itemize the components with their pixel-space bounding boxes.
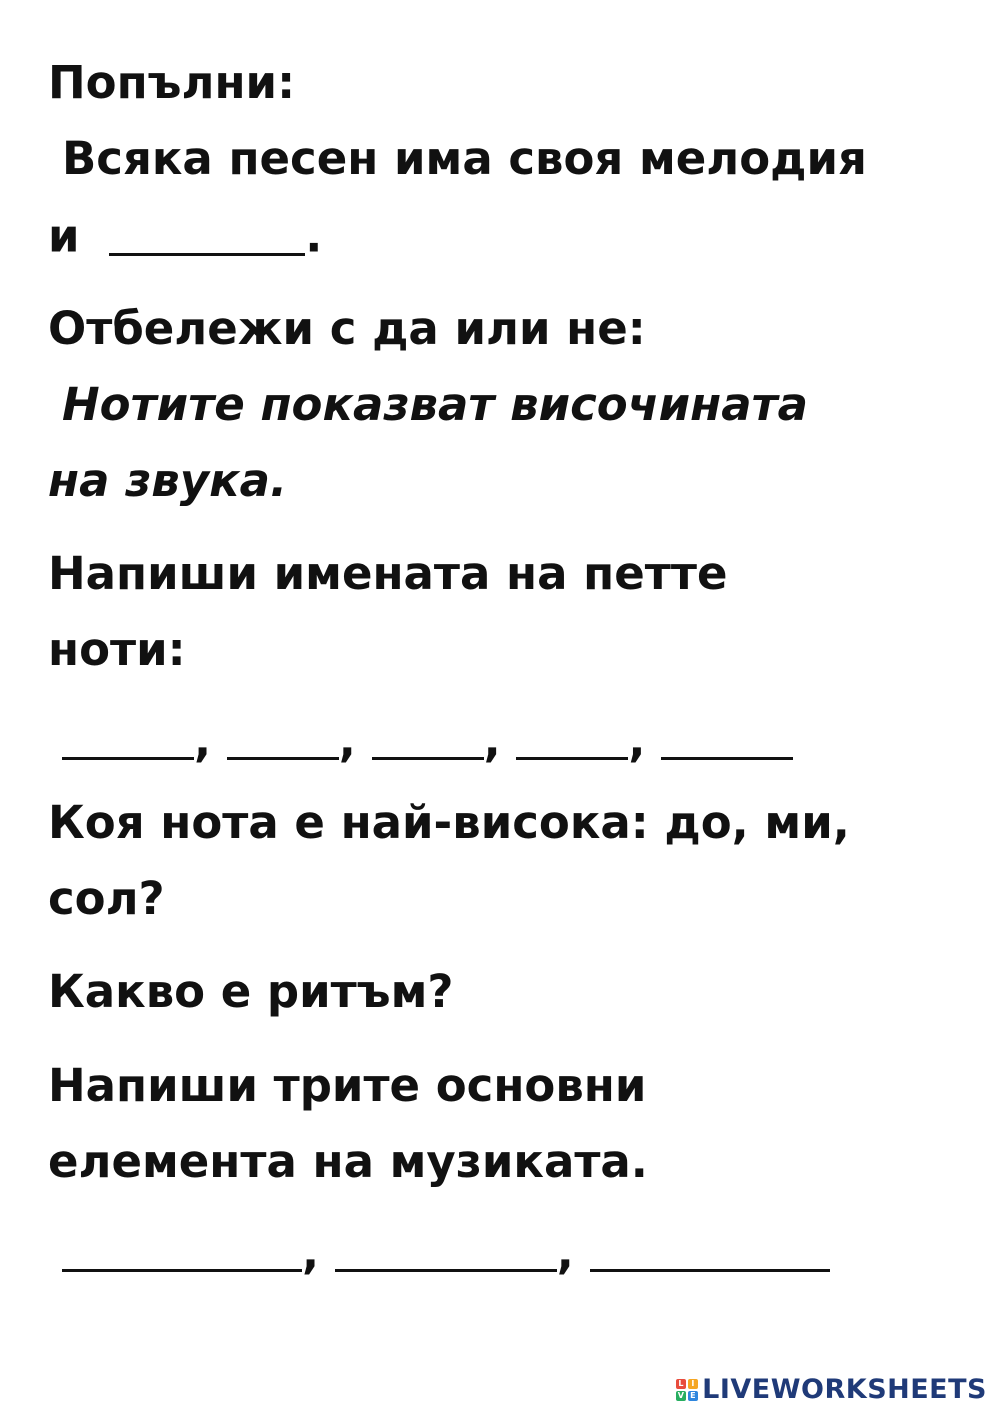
q2-label: Отбележи с да или не: (48, 302, 646, 355)
q3-prompt-line1: Напиши имената на петте (48, 547, 728, 600)
liveworksheets-logo-text: LIVEWORKSHEETS (702, 1374, 987, 1405)
q3-blank-5[interactable] (661, 712, 793, 760)
logo-mark-tile: I (688, 1379, 698, 1389)
q6-answer-row (62, 1224, 830, 1280)
q4-question-line2: сол? (48, 872, 165, 925)
logo-mark-tile: E (688, 1391, 698, 1401)
q1-label: Попълни: (48, 56, 296, 109)
q1-sentence-line1: Всяка песен има своя мелодия (62, 132, 867, 185)
q3-sep-2: , (338, 713, 356, 767)
q3-sep-3: , (483, 713, 501, 767)
q3-prompt-line2: ноти: (48, 623, 186, 676)
q6-blank-2[interactable] (335, 1224, 557, 1272)
logo-mark-tile: V (677, 1390, 685, 1400)
q2-statement-line2: на звука. (48, 454, 288, 507)
q3-blank-4[interactable] (516, 712, 628, 760)
q5-question: Какво е ритъм? (48, 965, 454, 1018)
q3-blank-2[interactable] (227, 712, 339, 760)
liveworksheets-logo-mark-icon (676, 1379, 698, 1401)
q6-sep-1: , (302, 1225, 320, 1279)
q1-line2-end: . (305, 209, 323, 263)
q3-sep-1: , (194, 713, 212, 767)
q6-prompt-line1: Напиши трите основни (48, 1059, 647, 1112)
logo-mark-tile: L (676, 1379, 686, 1389)
q1-answer-blank[interactable] (109, 208, 305, 256)
q3-answer-row (62, 712, 793, 768)
q2-statement-line1: Нотите показват височината (62, 378, 809, 431)
q4-question-line1: Коя нота е най-висока: до, ми, (48, 796, 850, 849)
q6-sep-2: , (556, 1225, 574, 1279)
q3-blank-3[interactable] (372, 712, 484, 760)
liveworksheets-logo (676, 1374, 987, 1405)
q6-blank-3[interactable] (590, 1224, 830, 1272)
q3-blank-1[interactable] (62, 712, 194, 760)
q6-prompt-line2: елемента на музиката. (48, 1135, 648, 1188)
q6-blank-1[interactable] (62, 1224, 302, 1272)
q3-sep-4: , (628, 713, 646, 767)
q1-sentence-line2 (48, 208, 322, 264)
q1-line2-start: и (48, 209, 80, 263)
